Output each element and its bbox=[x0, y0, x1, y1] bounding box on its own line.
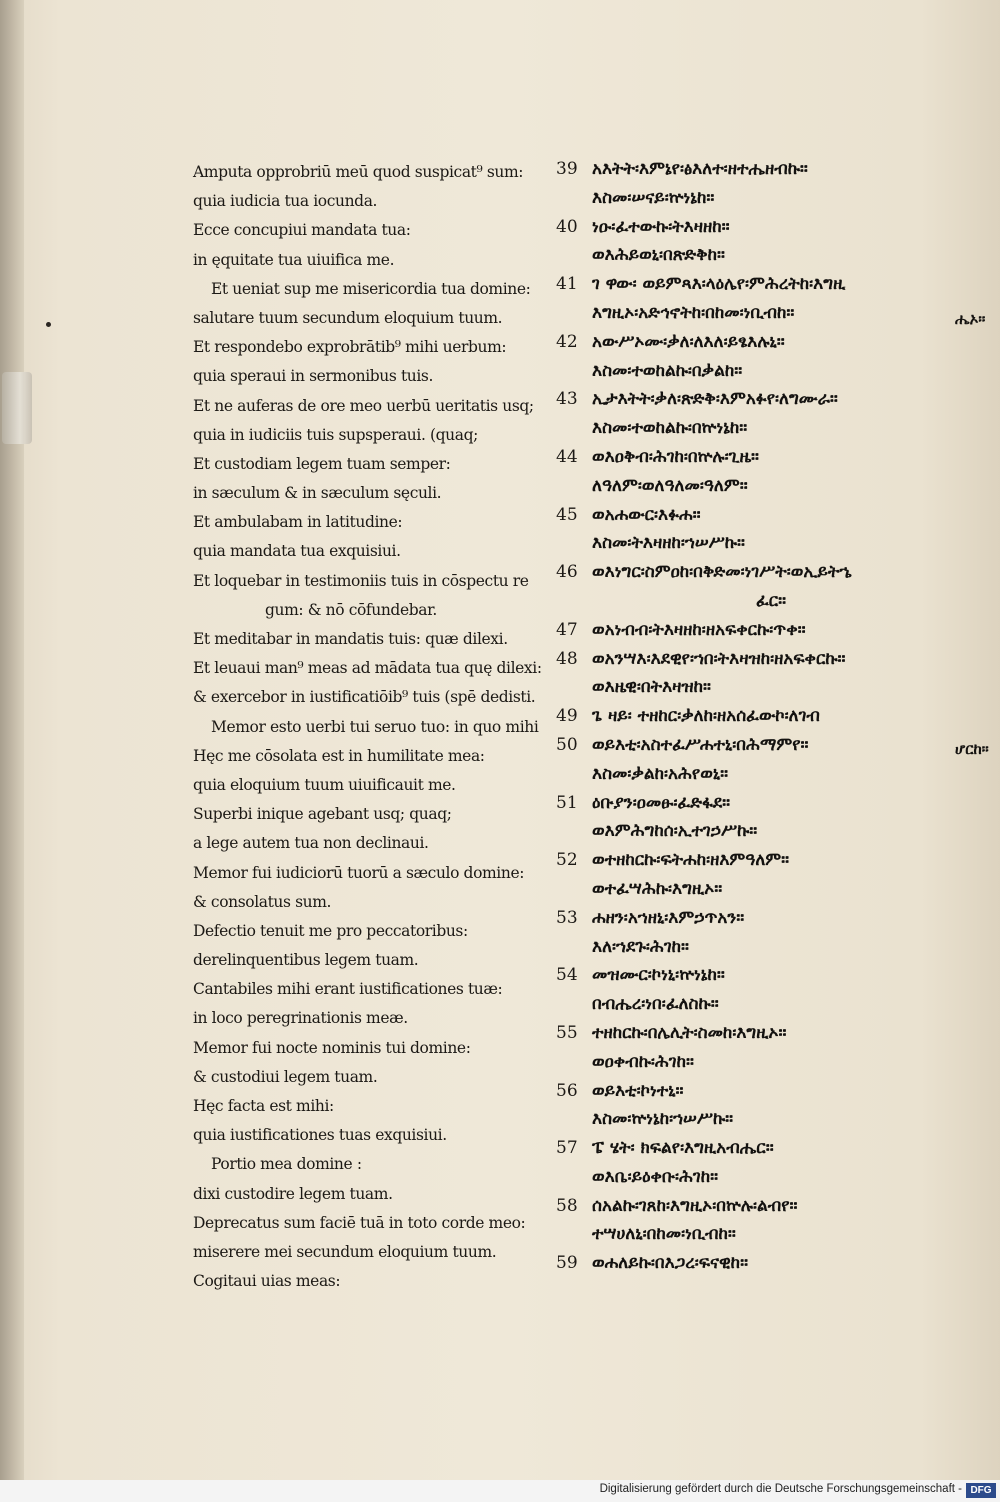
geez-line: ሐዘን፡አኀዘኒ፡እምኃጥአን። bbox=[592, 907, 745, 928]
geez-line: እግዚኦ፡አድኅኖትከ፡በከመ፡ነቢብከ። bbox=[592, 302, 795, 323]
verse-number: 50 bbox=[556, 734, 578, 755]
verse-number: 44 bbox=[556, 446, 578, 467]
verse-number: 39 bbox=[556, 159, 578, 179]
latin-line: & custodiui legem tuam. bbox=[193, 1067, 378, 1086]
latin-line: quia in iudiciis tuis supsperaui. (quaq; bbox=[193, 425, 478, 444]
latin-line: Memor fui nocte nominis tui domine: bbox=[193, 1038, 471, 1057]
geez-line: አውሥኦሙ፡ቃለ፡ለእለ፡ይፄእሉኒ። bbox=[592, 331, 785, 352]
geez-line: ወይእቲ፡አስተፈሥሐተኒ፡በሕማምየ። bbox=[592, 734, 809, 755]
geez-verse bbox=[556, 1077, 986, 1135]
geez-line: እስመ፡ቃልከ፡አሕየወኒ። bbox=[592, 763, 729, 784]
geez-verse bbox=[556, 1192, 986, 1250]
verse-number: 49 bbox=[556, 706, 578, 727]
geez-line: ዕቡያን፡ዐመፁ፡ፈድፋደ። bbox=[592, 792, 731, 813]
latin-line: & consolatus sum. bbox=[193, 892, 332, 911]
latin-line: quia eloquium tuum uiuificauit me. bbox=[193, 775, 456, 794]
latin-line: in sæculum & in sæculum sęculi. bbox=[193, 484, 442, 503]
latin-line: derelinquentibus legem tuam. bbox=[193, 951, 419, 970]
geez-line: እስመ፡ሠናይ፡ኵነኔከ። bbox=[592, 187, 715, 208]
latin-line: Memor fui iudiciorū tuorū a sæculo domine: bbox=[193, 863, 525, 882]
latin-line: in ęquitate tua uiuifica me. bbox=[193, 250, 395, 269]
verse-number: 47 bbox=[556, 619, 578, 640]
geez-line: እስመ፡ትእዛዘከ፡ኀሠሥኩ። bbox=[592, 533, 745, 554]
latin-line: miserere mei secundum eloquium tuum. bbox=[193, 1242, 497, 1261]
geez-column bbox=[556, 155, 986, 1278]
verse-number: 55 bbox=[556, 1022, 578, 1043]
latin-line: Hęc facta est mihi: bbox=[193, 1097, 334, 1115]
geez-line: እለ፡ኀደጉ፡ሕገከ። bbox=[592, 936, 689, 957]
verse-number: 51 bbox=[556, 792, 578, 813]
verse-number: 45 bbox=[556, 504, 578, 525]
latin-line: a lege autem tua non declinaui. bbox=[193, 834, 429, 853]
latin-line: quia mandata tua exquisiui. bbox=[193, 542, 401, 561]
verse-number: 40 bbox=[556, 216, 578, 237]
verse-number: 57 bbox=[556, 1138, 578, 1159]
geez-line: ነዑ፡ፈተውኩ፡ትእዛዘከ። bbox=[592, 216, 730, 237]
latin-line: Et meditabar in mandatis tuis: quæ dilexi. bbox=[193, 630, 508, 648]
margin-dot bbox=[46, 322, 51, 327]
verse-number: 52 bbox=[556, 850, 578, 871]
geez-line: እስመ፡ተወከልኩ፡በቃልከ። bbox=[592, 360, 743, 381]
geez-verse bbox=[556, 789, 986, 847]
geez-line: ፈር። bbox=[756, 590, 787, 611]
geez-line: ወአንሣእ፡እደዊየ፡ኀበ፡ትእዛዝከ፡ዘአፍቀርኩ። bbox=[592, 648, 846, 669]
latin-line: Et loquebar in testimoniis tuis in cōspectu re bbox=[193, 571, 529, 590]
geez-line: ተሣሀለኒ፡በከመ፡ነቢብከ። bbox=[592, 1224, 736, 1245]
latin-line: Et ueniat sup me misericordia tua domine: bbox=[211, 279, 531, 298]
latin-line: Et respondebo exprobrātib⁹ mihi uerbum: bbox=[193, 338, 507, 357]
geez-verse bbox=[556, 558, 986, 616]
geez-verse bbox=[556, 702, 986, 731]
latin-line: quia speraui in sermonibus tuis. bbox=[193, 367, 434, 386]
geez-verse bbox=[556, 616, 986, 645]
geez-verse bbox=[556, 1249, 986, 1278]
geez-line: ወተዘከርኩ፡ፍትሐከ፡ዘእምዓለም። bbox=[592, 850, 790, 871]
latin-line: Deprecatus sum faciē tuā in toto corde meo: bbox=[193, 1213, 526, 1232]
geez-line: ወሐለይኩ፡በእጋረ፡ፍናዊከ። bbox=[592, 1253, 749, 1274]
verse-number: 56 bbox=[556, 1080, 578, 1101]
latin-line: in loco peregrinationis meæ. bbox=[193, 1009, 408, 1028]
latin-line: gum: & nō cōfundebar. bbox=[265, 600, 437, 619]
geez-verse bbox=[556, 155, 986, 213]
geez-verse bbox=[556, 846, 986, 904]
geez-line: ወአነብብ፡ትእዛዘከ፡ዘአፍቀርኩ፡ጥቀ። bbox=[592, 619, 806, 640]
latin-line: quia iudicia tua iocunda. bbox=[193, 192, 378, 211]
latin-line: Cogitaui uias meas: bbox=[193, 1272, 341, 1291]
verse-number: 58 bbox=[556, 1195, 578, 1216]
geez-verse bbox=[556, 328, 986, 386]
dfg-logo: DFG bbox=[966, 1483, 996, 1498]
latin-line: Et ne auferas de ore meo uerbū ueritatis usq; bbox=[193, 396, 534, 415]
geez-line: በብሔረ፡ነበ፡ፈለስኩ። bbox=[592, 994, 719, 1015]
geez-line: እስመ፡ኵነኔከ፡ኀሠሥኩ። bbox=[592, 1109, 734, 1130]
geez-line: እስመ፡ተወከልኩ፡በኵነኔከ። bbox=[592, 418, 748, 439]
geez-line: ሰአልኩ፡ገጸከ፡እግዚኦ፡በኵሉ፡ልብየ። bbox=[592, 1195, 798, 1216]
verse-number: 41 bbox=[556, 274, 578, 295]
margin-note-2: ሆርከ። bbox=[955, 740, 989, 758]
geez-verse bbox=[556, 501, 986, 559]
geez-verse bbox=[556, 961, 986, 1019]
latin-line: Hęc me cōsolata est in humilitate mea: bbox=[193, 746, 485, 765]
paper-clip bbox=[2, 372, 32, 444]
geez-line: መዝሙር፡ኮነኒ፡ኵነኔከ። bbox=[592, 965, 725, 986]
verse-number: 59 bbox=[556, 1253, 578, 1274]
latin-line: Cantabiles mihi erant iustificationes tuæ: bbox=[193, 980, 503, 999]
geez-line: ወዐቀብኩ፡ሕገከ። bbox=[592, 1051, 694, 1072]
latin-line: Portio mea domine : bbox=[211, 1155, 362, 1174]
verse-number: 48 bbox=[556, 648, 578, 669]
footer-bar bbox=[0, 1480, 1000, 1502]
verse-number: 54 bbox=[556, 965, 578, 986]
latin-line: Memor esto uerbi tui seruo tuo: in quo mihi bbox=[211, 717, 539, 736]
latin-line: Et leuaui man⁹ meas ad mādata tua quę dilexi: bbox=[193, 659, 542, 678]
geez-line: ወእሕይወኒ፡በጽድቅከ። bbox=[592, 245, 725, 266]
geez-verse bbox=[556, 1134, 986, 1192]
geez-line: ወተፈሣሕኩ፡እግዚኦ። bbox=[592, 878, 723, 899]
latin-line: Et ambulabam in latitudine: bbox=[193, 513, 403, 532]
geez-line: ወእምሕግከሰ፡ኢተገኃሥኩ። bbox=[592, 821, 758, 842]
latin-line: Superbi inique agebant usq; quaq; bbox=[193, 805, 452, 824]
geez-line: ገ ዋው፡ ወይምጻእ፡ላዕሌየ፡ምሕረትከ፡እግዚ bbox=[592, 274, 846, 295]
latin-line: & exercebor in iustificatiōib⁹ tuis (spē dedisti. bbox=[193, 688, 536, 707]
geez-line: ወእዐቅብ፡ሕገከ፡በኵሉ፡ጊዜ። bbox=[592, 446, 759, 467]
latin-line: Et custodiam legem tuam semper: bbox=[193, 454, 451, 473]
verse-number: 43 bbox=[556, 389, 578, 410]
geez-verse bbox=[556, 1019, 986, 1077]
geez-verse bbox=[556, 270, 986, 328]
geez-verse bbox=[556, 213, 986, 271]
geez-line: ኢታእትት፡ቃለ፡ጽድቅ፡እምአፉየ፡ለግሙራ። bbox=[592, 389, 838, 410]
geez-line: ጌ ዛይ፡ ተዘከር፡ቃለከ፡ዘአሰፈውኮ፡ለገብ bbox=[592, 706, 820, 727]
geez-line: ወእነግር፡ስምዐከ፡በቅድመ፡ነገሥት፡ወኢይትኄ bbox=[592, 562, 852, 583]
latin-line: quia iustificationes tuas exquisiui. bbox=[193, 1126, 447, 1145]
geez-line: ወአሐውር፡እፉሐ። bbox=[592, 504, 701, 525]
margin-note-1: ሔኦ። bbox=[955, 310, 986, 328]
verse-number: 46 bbox=[556, 562, 578, 583]
geez-line: ለዓለም፡ወለዓለመ፡ዓለም። bbox=[592, 475, 748, 496]
latin-line: dixi custodire legem tuam. bbox=[193, 1184, 393, 1203]
geez-verse bbox=[556, 385, 986, 443]
geez-line: ወእዜዊ፡በትእዛዝከ። bbox=[592, 677, 711, 698]
geez-verse bbox=[556, 645, 986, 703]
geez-verse bbox=[556, 731, 986, 789]
geez-verse bbox=[556, 904, 986, 962]
geez-line: ወይእቲ፡ኮነተኒ። bbox=[592, 1080, 684, 1101]
geez-verse bbox=[556, 443, 986, 501]
geez-line: ፔ ሄት፡ ክፍልየ፡እግዚአብሔር። bbox=[592, 1138, 774, 1159]
footer-credit: Digitalisierung gefördert durch die Deutsche Forschungsgemeinschaft - bbox=[599, 1483, 962, 1495]
verse-number: 42 bbox=[556, 331, 578, 352]
latin-line: salutare tuum secundum eloquium tuum. bbox=[193, 308, 503, 327]
geez-line: ተዘከርኩ፡በሌሊት፡ስመከ፡እግዚኦ። bbox=[592, 1022, 787, 1043]
verse-number: 53 bbox=[556, 907, 578, 928]
latin-line: Defectio tenuit me pro peccatoribus: bbox=[193, 921, 468, 940]
latin-column bbox=[193, 158, 542, 1296]
latin-line: Amputa opprobriū meū quod suspicat⁹ sum: bbox=[193, 163, 524, 181]
geez-line: ወእቤ፡ይዕቀቡ፡ሕገከ። bbox=[592, 1166, 719, 1187]
latin-line: Ecce concupiui mandata tua: bbox=[193, 221, 411, 240]
geez-line: አእትት፡እምኔየ፡ፅእለተ፡ዘተሔዘብኩ። bbox=[592, 159, 808, 179]
page-gutter bbox=[0, 0, 24, 1480]
